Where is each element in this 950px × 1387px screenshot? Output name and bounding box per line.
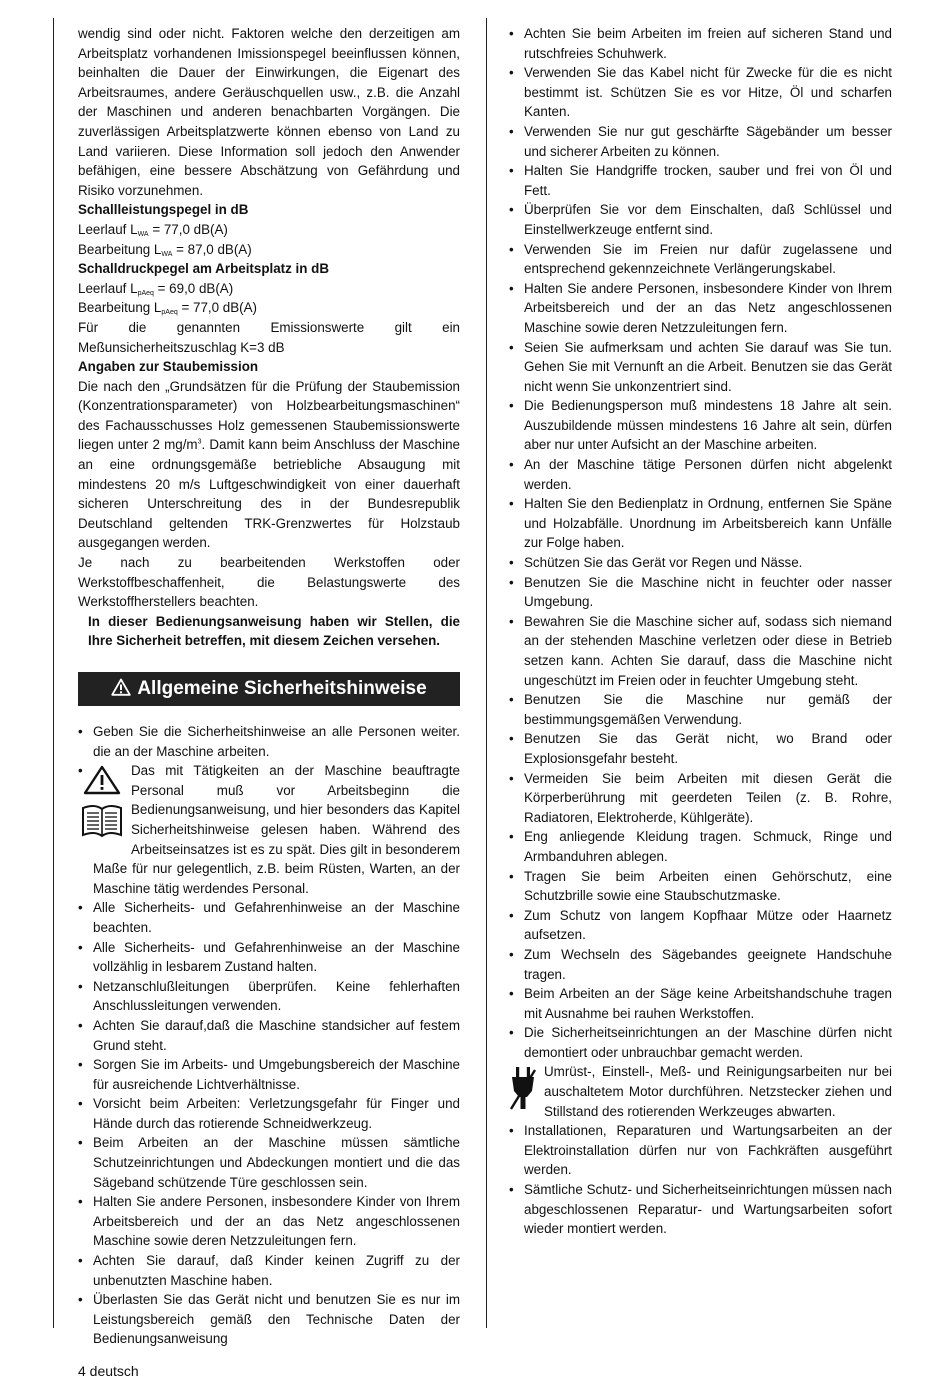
list-item: • Sämtliche Schutz- und Sicherheitseinrichtungen müssen nach abgeschlossenen Reparatur- und Wartungsarbeiten sofort wieder montiert werden. <box>509 1180 892 1239</box>
safety-bullets-right-2 <box>509 1121 892 1239</box>
sound-power-idle: Leerlauf $L_{WA} = 77,0$ dB(A) <box>78 221 228 238</box>
list-item: • Bewahren Sie die Maschine sicher auf, sodass sich niemand an der stehenden Maschine verletzen oder diese in Betrieb setzen kann. Achten Sie darauf, dass die Maschine nicht ungeschützt im Freien oder in feuchter Umgebung steht. <box>509 612 892 690</box>
unplug-icon-wrap <box>508 1066 538 1112</box>
list-item: • Benutzen Sie die Maschine nur gemäß der bestimmungsgemäßen Verwendung. <box>509 690 892 729</box>
list-item: • Schützen Sie das Gerät vor Regen und Nässe. <box>509 553 892 573</box>
list-item: • Halten Sie Handgriffe trocken, sauber und frei von Öl und Fett. <box>509 161 892 200</box>
manual-icons <box>79 764 125 840</box>
list-item: • Tragen Sie beim Arbeiten einen Gehörschutz, eine Schutzbrille sowie eine Staubschutzmaske. <box>509 867 892 906</box>
list-item: • Netzanschlußleitungen überprüfen. Keine fehlerhaften Anschlussleitungen verwenden. <box>78 977 460 1016</box>
list-item: • Beim Arbeiten an der Maschine müssen sämtliche Schutzeinrichtungen und Abdeckungen montiert und die das Sägeband schützende Türe geschlossen sein. <box>78 1133 460 1192</box>
safety-bullets-right <box>509 24 892 1062</box>
warning-triangle-icon <box>111 678 131 696</box>
section-title: Allgemeine Sicherheitshinweise <box>137 678 427 699</box>
list-item: • Zum Schutz von langem Kopfhaar Mütze oder Haarnetz aufsetzen. <box>509 906 892 945</box>
sound-pressure-idle: Leerlauf $L_{pAeq} = 69,0$ dB(A) <box>78 280 234 297</box>
list-item: • Alle Sicherheits- und Gefahrenhinweise an der Maschine vollzählig in lesbarem Zustand halten. <box>78 938 460 977</box>
list-item: • Sorgen Sie im Arbeits- und Umgebungsbereich der Maschine für ausreichende Lichtverhältnisse. <box>78 1055 460 1094</box>
list-item: • Seien Sie aufmerksam und achten Sie darauf was Sie tun. Gehen Sie mit Vernunft an die Arbeit. Benutzen sie das Gerät nicht wenn Sie unkonzentriert sind. <box>509 338 892 397</box>
read-manual-icon <box>79 802 125 840</box>
list-item: • Achten Sie darauf,daß die Maschine standsicher auf festem Grund steht. <box>78 1016 460 1055</box>
list-item: • Installationen, Reparaturen und Wartungsarbeiten an der Elektroinstallation dürfen nur von Fachkräften ausgeführt werden. <box>509 1121 892 1180</box>
list-item: • An der Maschine tätige Personen dürfen nicht abgelenkt werden. <box>509 455 892 494</box>
left-column <box>78 24 460 1349</box>
list-item: • Verwenden Sie das Kabel nicht für Zwecke für die es nicht bestimmt ist. Schützen Sie es vor Hitze, Öl und scharfen Kanten. <box>509 63 892 122</box>
list-item: • Verwenden Sie im Freien nur dafür zugelassene und entsprechend gekennzeichnete Verlängerungskabel. <box>509 240 892 279</box>
center-rule <box>486 18 487 1328</box>
list-item: • Beim Arbeiten an der Säge keine Arbeitshandschuhe tragen mit Ausnahme bei rauhen Werkstoffen. <box>509 984 892 1023</box>
list-item: • Halten Sie andere Personen, insbesondere Kinder von Ihrem Arbeitsbereich und der an das Netz angeschlossenen Maschine sowie deren Netzzuleitungen fern. <box>78 1192 460 1251</box>
materials-paragraph: Je nach zu bearbeitenden Werkstoffen oder Werkstoffbeschaffenheit, die Belastungswerte des Werkstoffherstellers beachten. <box>78 555 460 610</box>
manual-notice-text: Das mit Tätigkeiten an der Maschine beauftragte Personal muß vor Arbeitsbeginn die Bedienungsanweisung, und hier besonders das Kapitel Sicherheitshinweise gelesen haben. Während des Arbeitseinsatzes ist es zu spät. Dies gilt in besonderem Maße für nur gelegentlich, z.B. beim Rüsten, Warten, an der Maschine tätig werdendes Personal. <box>93 763 460 896</box>
right-column <box>509 24 892 1239</box>
safety-sign-note: In dieser Bedienungsanweisung haben wir Stellen, die Ihre Sicherheit betreffen, mit diesem Zeichen versehen. <box>88 613 460 649</box>
list-item: • Benutzen Sie das Gerät nicht, wo Brand oder Explosionsgefahr besteht. <box>509 729 892 768</box>
list-item: • Vermeiden Sie beim Arbeiten mit diesen Gerät die Körperberührung mit geerdeten Teilen (z. B. Rohre, Radiatoren, Elektroherde, Kühlgeräte). <box>509 769 892 828</box>
unplug-notice <box>509 1062 892 1121</box>
list-item: • Eng anliegende Kleidung tragen. Schmuck, Ringe und Armbanduhren ablegen. <box>509 827 892 866</box>
list-item: • Überlasten Sie das Gerät nicht und benutzen Sie es nur im Leistungsbereich gemäß den Technische Daten der Bedienungsanweisung <box>78 1290 460 1349</box>
list-item: • Halten Sie den Bedienplatz in Ordnung, entfernen Sie Späne und Holzabfälle. Unordnung im Arbeitsbereich kann Unfälle zur Folge haben. <box>509 494 892 553</box>
list-item: • Benutzen Sie die Maschine nicht in feuchter oder nasser Umgebung. <box>509 573 892 612</box>
page-footer: 4 deutsch <box>78 1363 139 1379</box>
list-item: • Zum Wechseln des Sägebandes geeignete Handschuhe tragen. <box>509 945 892 984</box>
warning-triangle-icon <box>79 764 125 796</box>
sound-pressure-heading: Schalldruckpegel am Arbeitsplatz in dB <box>78 261 330 277</box>
safety-bullets-left <box>78 898 460 1349</box>
intro-paragraph: wendig sind oder nicht. Faktoren welche den derzeitigen am Arbeitsplatz vorhandenen Imissionspegel beeinflussen können, beinhalten die Dauer der Einwirkungen, die Eigenart des Arbeitsraumes, andere Geräuschquellen usw., z.B. die Anzahl der Maschinen und anderen benachbarten Vorgängen. Die zuverlässigen Arbeitsplatzwerte können ebenso von Land zu Land variieren. Diese Information soll jedoch den Anwender befähigen, eine bessere Abschätzung von Gefährdung und Risiko vorzunehmen. <box>78 26 460 198</box>
list-item: • Die Sicherheitseinrichtungen an der Maschine dürfen nicht demontiert oder unbrauchbar gemacht werden. <box>509 1023 892 1062</box>
list-item: • Halten Sie andere Personen, insbesondere Kinder von Ihrem Arbeitsbereich und der an das Netz angeschlossenen Maschine sowie deren Netzzuleitungen fern. <box>509 279 892 338</box>
list-item: • Überprüfen Sie vor dem Einschalten, daß Schlüssel und Einstellwerkzeuge entfernt sind. <box>509 200 892 239</box>
unplug-notice-text: Umrüst-, Einstell-, Meß- und Reinigungsarbeiten nur bei auschaltetem Motor durchführen. Netzstecker ziehen und Stillstand des rotierenden Werkzeuges abwarten. <box>544 1064 892 1119</box>
list-item: • Alle Sicherheits- und Gefahrenhinweise an der Maschine beachten. <box>78 898 460 937</box>
list-item: • Achten Sie darauf, daß Kinder keinen Zugriff zu der unbenutzten Maschine haben. <box>78 1251 460 1290</box>
safety-list-left <box>78 722 460 898</box>
list-item: • Die Bedienungsperson muß mindestens 18 Jahre alt sein. Auszubildende müssen mindestens 16 Jahre alt sein, dürfen aber nur unter Aufsicht an der Maschine arbeiten. <box>509 396 892 455</box>
list-item: • Vorsicht beim Arbeiten: Verletzungsgefahr für Finger und Hände durch das rotierende Schneidwerkzeug. <box>78 1094 460 1133</box>
list-item: • Geben Sie die Sicherheitshinweise an alle Personen weiter. die an der Maschine arbeiten. <box>78 722 460 761</box>
list-item: • Verwenden Sie nur gut geschärfte Sägebänder um besser und sicherer Arbeiten zu können. <box>509 122 892 161</box>
dust-paragraph: Die nach den „Grundsätzen für die Prüfung der Staubemission (Konzentrationsparameter) von Holzbearbeitungsmaschinen“ des Fachausschusses Holz gemessenen Staubemissionswerte liegen unter 2 $mg/m^3$. Damit kann beim Anschluss der Maschine an eine ordnungsgemäße betriebliche Absaugung mit mindestens 20 m/s Luftgeschwindigkeit von einer dauerhaft sicheren Unterschreitung des in der Bundesrepublik Deutschland geltenden TRK-Grenzwertes für Holzstaub ausgegangen werden. <box>78 378 460 551</box>
left-rule <box>53 18 54 1328</box>
list-item: • Achten Sie beim Arbeiten im freien auf sicheren Stand und rutschfreies Schuhwerk. <box>509 24 892 63</box>
section-heading-safety <box>78 672 460 706</box>
sound-pressure-working: Bearbeitung $L_{pAeq} = 77,0$ dB(A) <box>78 300 258 317</box>
sound-power-working: Bearbeitung $L_{WA} = 87,0$ dB(A) <box>78 241 252 258</box>
uncertainty-text: Für die genannten Emissionswerte gilt ein Meßunsicherheitszuschlag K=3 dB <box>78 319 460 355</box>
sound-power-heading: Schallleistungspegel in dB <box>78 202 249 218</box>
manual-notice <box>78 761 460 898</box>
unplug-icon <box>508 1066 538 1112</box>
dust-heading: Angaben zur Staubemission <box>78 359 259 375</box>
